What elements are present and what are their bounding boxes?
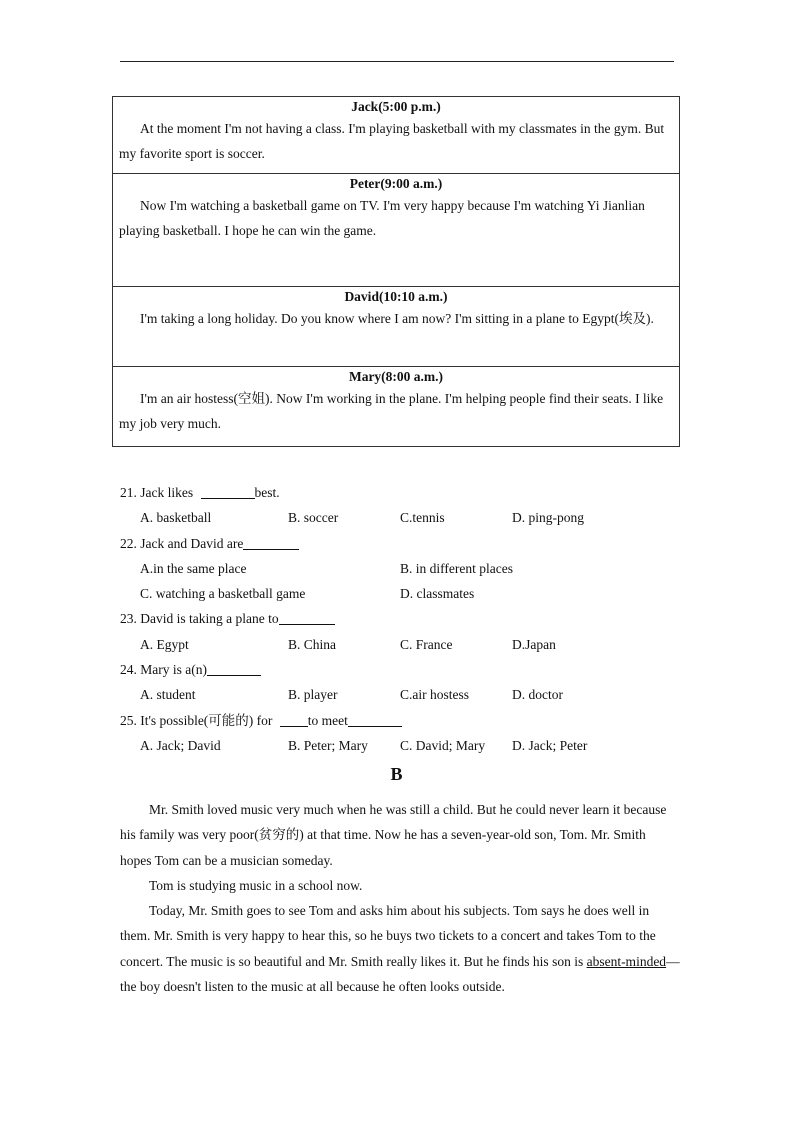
answer-blank bbox=[348, 712, 402, 727]
option-c: C. France bbox=[400, 636, 453, 652]
question-stem bbox=[120, 657, 680, 682]
stem-text: 25. It's possible(可能的) for bbox=[120, 712, 276, 728]
passage-b bbox=[120, 797, 680, 999]
option-a: A. basketball bbox=[140, 510, 212, 526]
option-d: D.Japan bbox=[512, 636, 556, 652]
options-row bbox=[120, 682, 680, 707]
answer-blank bbox=[279, 610, 335, 625]
paragraph: Mr. Smith loved music very much when he was still a child. But he could never learn it because his family was very poor(贫穷的) at that time. Now he has a seven-year-old son, Tom. Mr. Smith hopes Tom can be a musician someday. bbox=[120, 802, 667, 868]
section-title: B bbox=[390, 764, 403, 784]
options-row bbox=[120, 505, 680, 530]
option-c: C. watching a basketball game bbox=[140, 586, 306, 602]
option-b: B. soccer bbox=[288, 510, 339, 526]
paragraph bbox=[120, 898, 680, 999]
underlined-term: absent-minded bbox=[586, 953, 667, 969]
option-c: C. David; Mary bbox=[400, 737, 486, 753]
option-d: D. ping-pong bbox=[512, 510, 584, 526]
option-a: A. Jack; David bbox=[140, 737, 221, 753]
option-b: B. Peter; Mary bbox=[288, 737, 368, 753]
paragraph: Tom is studying music in a school now. bbox=[149, 877, 363, 893]
answer-blank bbox=[207, 661, 261, 676]
info-table bbox=[112, 96, 680, 447]
question-stem bbox=[120, 480, 680, 505]
option-d: D. classmates bbox=[400, 586, 475, 602]
option-a: A. student bbox=[140, 687, 196, 703]
stem-text: best. bbox=[254, 485, 280, 500]
table-cell-david bbox=[113, 287, 679, 367]
answer-blank bbox=[280, 712, 308, 727]
paragraph-text: Today, Mr. Smith goes to see Tom and asks him about his subjects. Tom says he does well in them. Mr. Smith is very happy to hear this, so he buys two tickets to a concert and takes Tom to the concert. The music is so beautiful and Mr. Smith really likes it. But he finds his son is bbox=[120, 903, 656, 969]
cell-title: Jack(5:00 p.m.) bbox=[351, 99, 441, 114]
answer-blank bbox=[243, 535, 299, 550]
table-cell-jack bbox=[113, 97, 679, 174]
option-b: B. China bbox=[288, 636, 337, 652]
cell-title: Peter(9:00 a.m.) bbox=[349, 176, 443, 191]
option-d: D. doctor bbox=[512, 687, 563, 703]
question-list bbox=[120, 480, 680, 758]
table-cell-peter bbox=[113, 174, 679, 287]
answer-blank bbox=[201, 484, 255, 499]
cell-body: At the moment I'm not having a class. I'm playing basketball with my classmates in the gym. But my favorite sport is soccer. bbox=[119, 121, 665, 161]
option-b: B. in different places bbox=[400, 560, 513, 576]
stem-text: to meet bbox=[307, 712, 348, 728]
options-row bbox=[120, 581, 680, 606]
cell-body: I'm taking a long holiday. Do you know where I am now? I'm sitting in a plane to Egypt(埃及). bbox=[140, 311, 654, 326]
stem-text: 21. Jack likes bbox=[120, 485, 197, 500]
option-c: C.tennis bbox=[400, 510, 445, 526]
cell-body: I'm an air hostess(空姐). Now I'm working in the plane. I'm helping people find their seats. I like my job very much. bbox=[119, 391, 664, 431]
table-cell-mary bbox=[113, 367, 679, 446]
cell-title: David(10:10 a.m.) bbox=[344, 289, 448, 304]
question-stem bbox=[120, 606, 680, 631]
cell-title: Mary(8:00 a.m.) bbox=[348, 369, 444, 384]
option-d: D. Jack; Peter bbox=[512, 737, 588, 753]
paragraph-text: —the boy doesn't listen to the music at all because he often looks outside. bbox=[120, 953, 680, 995]
options-row bbox=[120, 733, 680, 758]
option-c: C.air hostess bbox=[400, 687, 469, 703]
cell-body: Now I'm watching a basketball game on TV. I'm very happy because I'm watching Yi Jianlian playing basketball. I hope he can win the game. bbox=[119, 198, 645, 238]
stem-text: 22. Jack and David are bbox=[120, 535, 244, 551]
options-row bbox=[120, 556, 680, 581]
header-rule bbox=[120, 61, 674, 62]
stem-text: 23. David is taking a plane to bbox=[120, 611, 279, 627]
question-stem bbox=[120, 708, 680, 733]
option-a: A. Egypt bbox=[140, 636, 189, 652]
option-b: B. player bbox=[288, 687, 338, 703]
option-a: A.in the same place bbox=[140, 560, 247, 576]
stem-text: 24. Mary is a(n) bbox=[120, 662, 207, 678]
question-stem bbox=[120, 531, 680, 556]
options-row bbox=[120, 632, 680, 657]
